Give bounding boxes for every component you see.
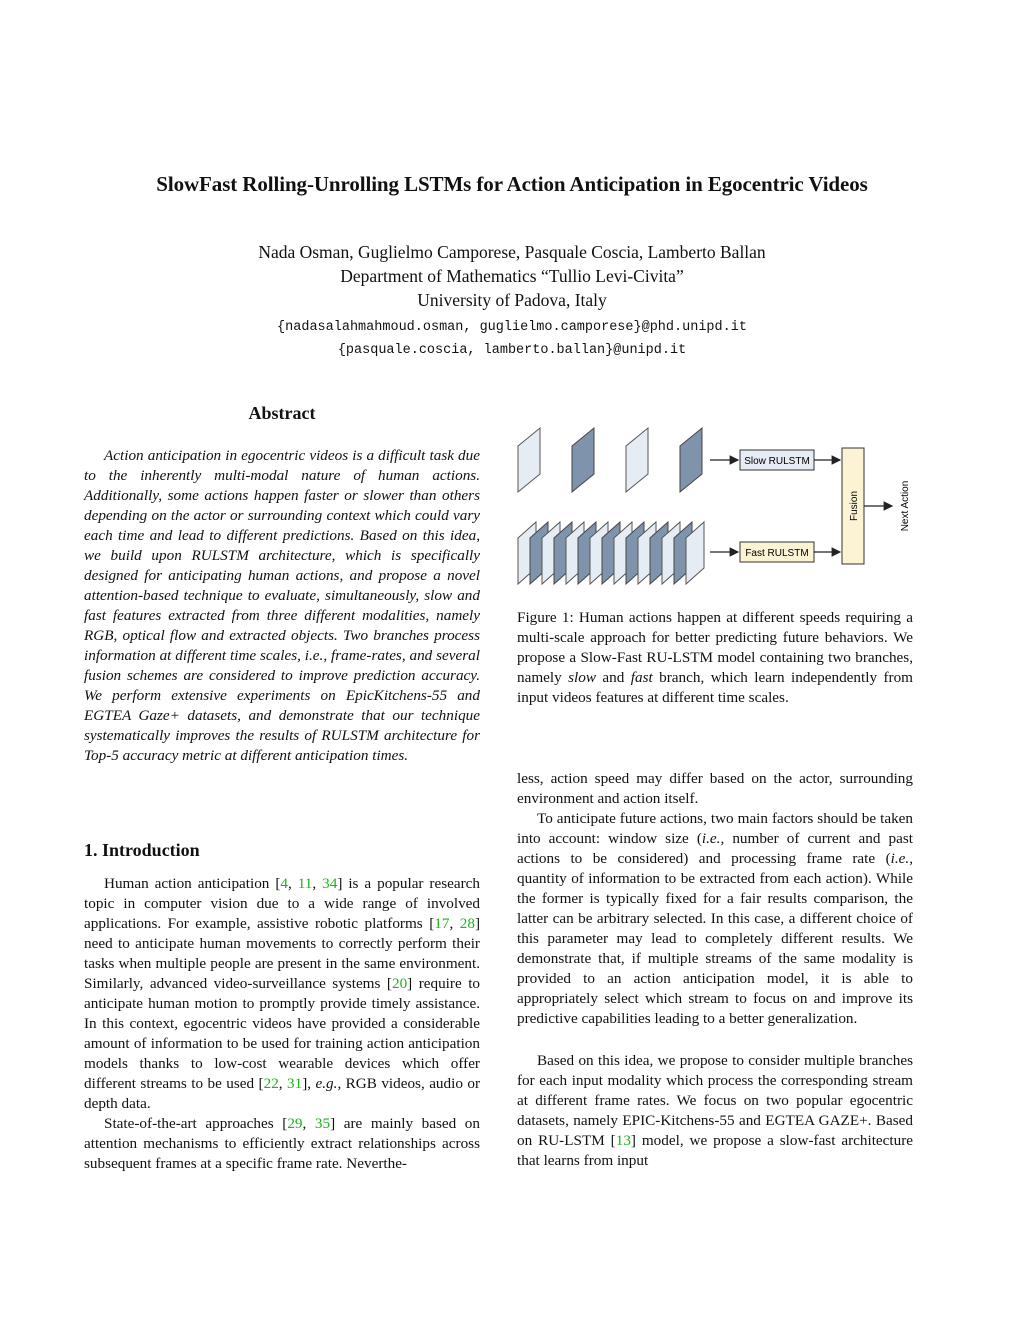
- department: Department of Mathematics “Tullio Levi-Civita”: [340, 266, 684, 286]
- citation-link[interactable]: 22: [263, 1075, 279, 1092]
- introduction-body: [84, 874, 480, 1174]
- slow-frame: [572, 428, 594, 492]
- slow-frame: [518, 428, 540, 492]
- intro-paragraph-1: Human action anticipation [4, 11, 34] is a popular research topic in computer vision due to a wide range of involved applications. For example, assistive robotic platforms [17, 28] need to anticipate human movements to correctly perform their tasks when multiple people are present in the same environment. Similarly, advanced video-surveillance systems [20] require to anticipate human motion to promptly provide timely assistance. In this context, egocentric videos have provided a considerable amount of information to be used for training action anticipation models thanks to low-cost wearable devices which offer different streams to be used [22, 31], e.g., RGB videos, audio or depth data.: [84, 875, 481, 1112]
- slow-frame: [680, 428, 702, 492]
- citation-link[interactable]: 31: [287, 1075, 303, 1092]
- citation-link[interactable]: 11: [297, 875, 313, 892]
- citation-link[interactable]: 17: [434, 915, 450, 932]
- citation-link[interactable]: 20: [391, 975, 408, 992]
- introduction-body-continued: [517, 769, 913, 1171]
- fast-rulstm-label: Fast RULSTM: [745, 548, 809, 559]
- slow-frames: [518, 428, 702, 492]
- fusion-label: Fusion: [849, 490, 860, 522]
- citation-link[interactable]: 4: [280, 875, 289, 892]
- citation-link[interactable]: 13: [615, 1132, 631, 1149]
- fast-frames: [518, 522, 704, 584]
- intro-paragraph-2-cont: less, action speed may differ based on the actor, surrounding environment and action itself.: [517, 770, 913, 807]
- slow-rulstm-label: Slow RULSTM: [744, 456, 810, 467]
- figure-1-caption: Figure 1: Human actions happen at different speeds requiring a multi-scale approach for better predicting future behaviors. We propose a Slow-Fast RU-LSTM model containing two branches, namely slow and fast branch, which learn independently from input videos features at different time scales.: [517, 609, 913, 706]
- figure-1-diagram: [510, 418, 920, 588]
- paper-title: SlowFast Rolling-Unrolling LSTMs for Action Anticipation in Egocentric Videos: [156, 172, 868, 196]
- abstract-text: Action anticipation in egocentric videos is a difficult task due to the inherently multi-modal nature of human actions. Additionally, some actions happen faster or slower than others depending on the actor or surrounding context which could vary each time and lead to different predictions. Based on this idea, we build upon RULSTM architecture, which is specifically designed for anticipating human actions, and propose a novel attention-based technique to evaluate, simultaneously, slow and fast features extracted from three different modalities, namely RGB, optical flow and extracted objects. Two branches process information at different time scales, i.e., frame-rates, and several fusion schemes are considered to improve prediction accuracy. We perform extensive experiments on EpicKitchens-55 and EGTEA Gaze+ datasets, and demonstrate that our technique systematically improves the results of RULSTM architecture for Top-5 accuracy metric at different anticipation times.: [84, 447, 480, 764]
- citation-link[interactable]: 34: [322, 875, 338, 892]
- author-block: [0, 240, 1024, 362]
- citation-link[interactable]: 29: [287, 1115, 303, 1132]
- abstract-heading: Abstract: [248, 403, 316, 423]
- email-line-1: {nadasalahmahmoud.osman, guglielmo.camporese}@phd.unipd.it: [277, 320, 747, 335]
- abstract-body: [84, 446, 480, 766]
- slow-frame: [626, 428, 648, 492]
- next-action-label: Next Action: [900, 480, 911, 532]
- citation-link[interactable]: 28: [459, 915, 475, 932]
- intro-paragraph-2: State-of-the-art approaches [29, 35] are mainly based on attention mechanisms to efficiently extract relationships across subsequent frames at a specific frame rate. Neverthe-: [84, 1115, 480, 1172]
- section-heading-introduction: 1. Introduction: [84, 840, 200, 860]
- intro-paragraph-4: Based on this idea, we propose to consider multiple branches for each input modality which process the corresponding stream at different frame rates. We focus on two popular egocentric datasets, namely EPIC-Kitchens-55 and EGTEA GAZE+. Based on RU-LSTM [13] model, we propose a slow-fast architecture that learns from input: [517, 1052, 914, 1169]
- author-names: Nada Osman, Guglielmo Camporese, Pasquale Coscia, Lamberto Ballan: [258, 242, 766, 262]
- intro-paragraph-3: To anticipate future actions, two main factors should be taken into account: window size (i.e., number of current and past actions to be considered) and processing frame rate (i.e., quantity of information to be extracted from each action). While the former is typically fixed for a fair results comparison, the latter can be arbitrary selected. In this case, a different choice of this parameter may lead to completely different results. We demonstrate that, if multiple streams of the same modality is provided to an action anticipation model, it is able to appropriately select which stream to focus on and improve its predictive capabilities leading to a better generalization.: [517, 810, 913, 1027]
- university: University of Padova, Italy: [417, 290, 607, 310]
- citation-link[interactable]: 35: [314, 1115, 331, 1132]
- email-line-2: {pasquale.coscia, lamberto.ballan}@unipd.it: [337, 343, 687, 358]
